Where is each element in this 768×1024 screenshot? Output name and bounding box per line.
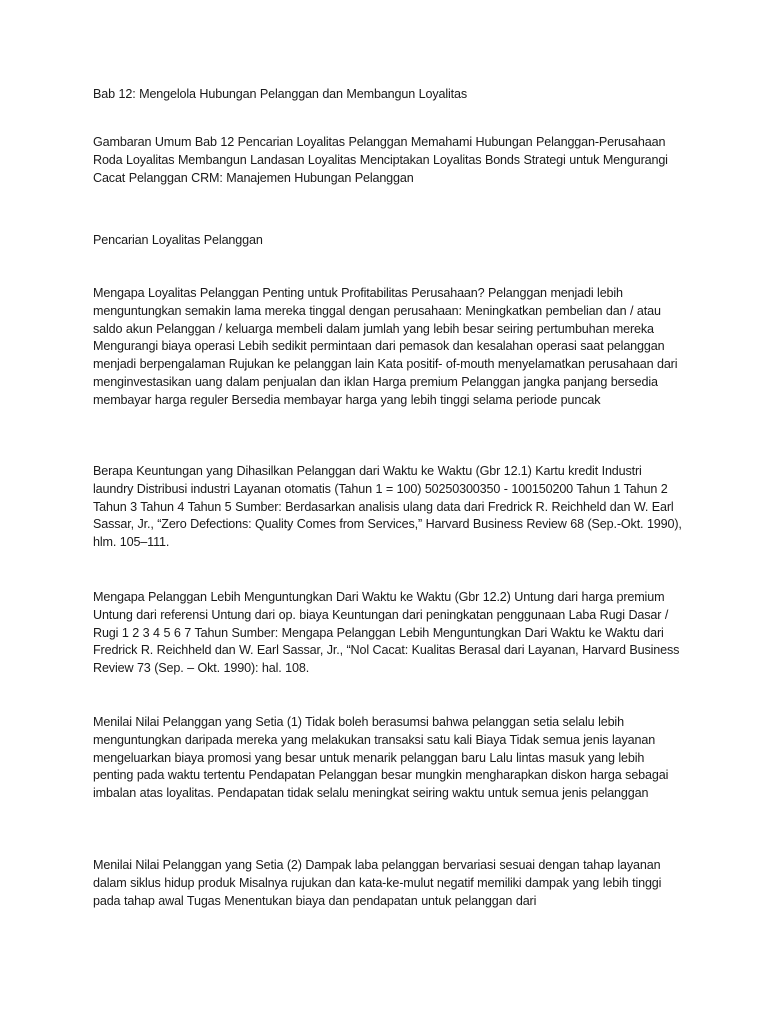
chapter-overview: Gambaran Umum Bab 12 Pencarian Loyalitas Pelanggan Memahami Hubungan Pelanggan-Perusahaan Roda Loyalitas Membangun Landasan Loyalitas Menciptakan Loyalitas Bonds Strategi untuk Mengurangi Cacat Pelanggan CRM: Manajemen Hubungan Pelanggan	[93, 135, 668, 185]
chapter-title: Bab 12: Mengelola Hubungan Pelanggan dan Membangun Loyalitas	[93, 87, 467, 101]
paragraph-profit-over-time: Berapa Keuntungan yang Dihasilkan Pelanggan dari Waktu ke Waktu (Gbr 12.1) Kartu kredit Industri laundry Distribusi industri Layanan otomatis (Tahun 1 = 100) 50250300350 - 100150200 Tahun 1 Tahun 2 Tahun 3 Tahun 4 Tahun 5 Sumber: Berdasarkan analisis ulang data dari Fredrick R. Reichheld dan W. Earl Sassar, Jr., “Zero Defections: Quality Comes from Services,” Harvard Business Review 68 (Sep.-Okt. 1990), hlm. 105–111.	[93, 464, 682, 550]
section-heading: Pencarian Loyalitas Pelanggan	[93, 233, 263, 247]
paragraph-loyalty-profitability: Mengapa Loyalitas Pelanggan Penting untuk Profitabilitas Perusahaan? Pelanggan menjadi lebih menguntungkan semakin lama mereka tinggal dengan perusahaan: Meningkatkan pembelian dan / atau saldo akun Pelanggan / keluarga membeli dalam jumlah yang lebih besar seiring pertumbuhan mereka Mengurangi biaya operasi Lebih sedikit permintaan dari pemasok dan kesalahan operasi saat pelanggan menjadi berpengalaman Rujukan ke pelanggan lain Kata positif- of-mouth menyelamatkan perusahaan dari menginvestasikan uang dalam penjualan dan iklan Harga premium Pelanggan jangka panjang bersedia membayar harga reguler Bersedia membayar harga yang lebih tinggi selama periode puncak	[93, 286, 678, 407]
paragraph-assessing-value-1: Menilai Nilai Pelanggan yang Setia (1) Tidak boleh berasumsi bahwa pelanggan setia selalu lebih menguntungkan daripada mereka yang melakukan transaksi satu kali Biaya Tidak semua jenis layanan mengeluarkan biaya promosi yang besar untuk menarik pelanggan baru Lalu lintas masuk yang lebih penting pada waktu tertentu Pendapatan Pelanggan besar mungkin mengharapkan diskon harga sebagai imbalan atas loyalitas. Pendapatan tidak selalu meningkat seiring waktu untuk semua jenis pelanggan	[93, 715, 669, 801]
paragraph-why-more-profitable: Mengapa Pelanggan Lebih Menguntungkan Dari Waktu ke Waktu (Gbr 12.2) Untung dari harga premium Untung dari referensi Untung dari op. biaya Keuntungan dari peningkatan penggunaan Laba Rugi Dasar / Rugi 1 2 3 4 5 6 7 Tahun Sumber: Mengapa Pelanggan Lebih Menguntungkan Dari Waktu ke Waktu dari Fredrick R. Reichheld dan W. Earl Sassar, Jr., “Nol Cacat: Kualitas Berasal dari Layanan, Harvard Business Review 73 (Sep. – Okt. 1990): hal. 108.	[93, 590, 680, 676]
paragraph-assessing-value-2: Menilai Nilai Pelanggan yang Setia (2) Dampak laba pelanggan bervariasi sesuai dengan tahap layanan dalam siklus hidup produk Misalnya rujukan dan kata-ke-mulut negatif memiliki dampak yang lebih tinggi pada tahap awal Tugas Menentukan biaya dan pendapatan untuk pelanggan dari	[93, 858, 662, 908]
